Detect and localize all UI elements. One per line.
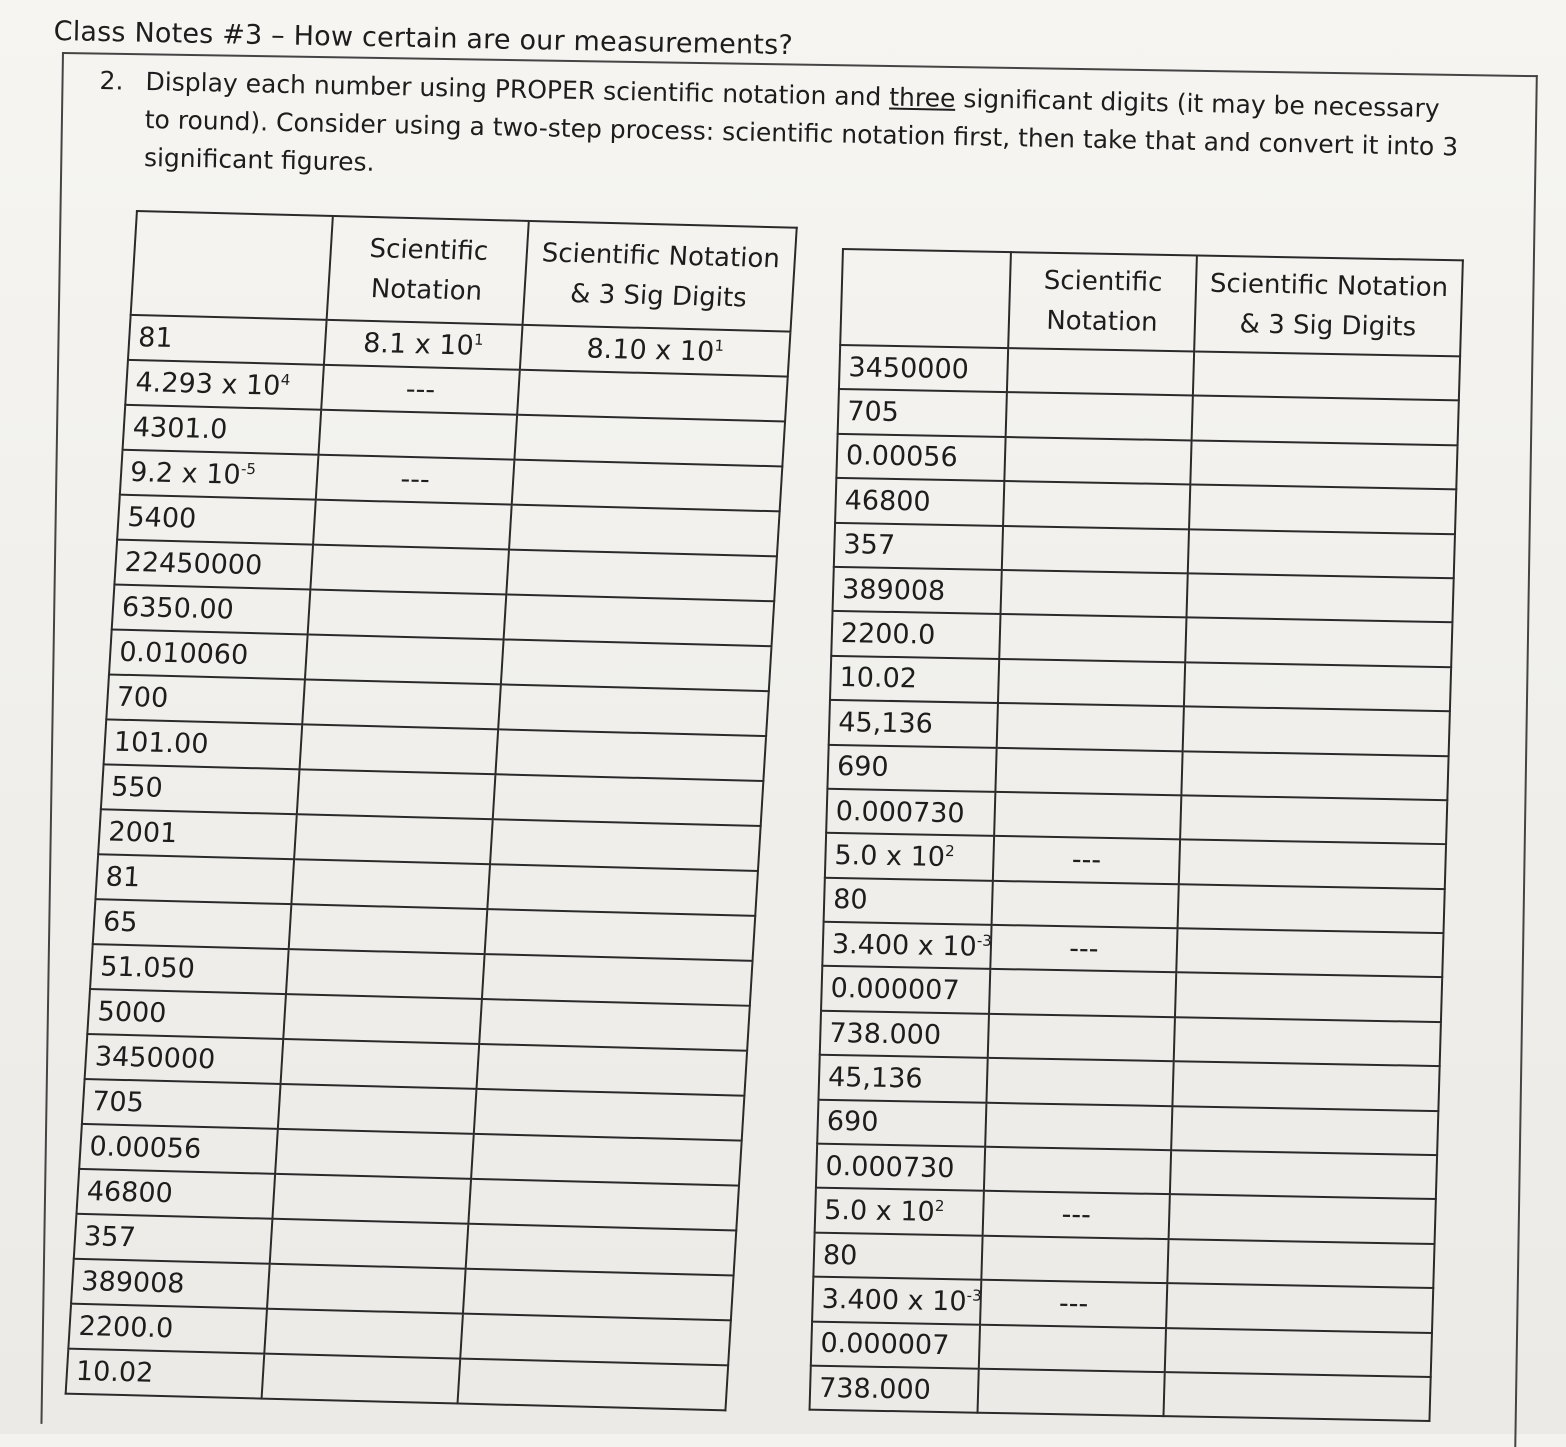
sig-digits-cell[interactable] [1169,1195,1436,1244]
right-table [809,248,1464,1422]
sig-digits-cell[interactable] [504,594,775,646]
sig-digits-cell[interactable] [458,1359,729,1411]
sig-digits-cell[interactable] [1184,662,1451,711]
sig-digits-cell[interactable] [1183,706,1450,755]
sig-digits-cell[interactable] [463,1269,734,1321]
given-number: 738.000 [820,1011,989,1058]
scientific-notation-cell[interactable] [305,634,504,684]
scientific-notation-cell[interactable] [281,1039,480,1089]
page-title: Class Notes #3 – How certain are our measurements? [53,16,794,62]
given-number: 65 [93,899,292,949]
scientific-notation-cell[interactable] [1004,437,1191,485]
given-number: 46800 [835,478,1004,525]
given-number: 389008 [833,567,1002,614]
given-number: 0.000730 [826,789,995,836]
given-number: 10.02 [830,656,999,703]
given-number: 5.0 x $10^2$ [825,833,994,880]
given-number: 4.293 x $10^4$ [125,360,324,410]
given-number: 2001 [98,809,297,859]
given-number: 705 [82,1079,281,1129]
given-number: 0.000007 [811,1321,980,1368]
sig-digits-cell[interactable] [468,1179,739,1231]
given-number: 3.400 x $10^{-3}$ [812,1277,981,1324]
exponent: -3 [966,1286,982,1305]
scientific-notation-cell[interactable] [286,949,485,999]
scientific-notation-cell[interactable] [994,792,1181,840]
scientific-notation-cell[interactable] [275,1129,474,1179]
sig-digits-cell[interactable] [1181,751,1448,800]
exponent: 4 [280,370,291,389]
given-number: 4301.0 [123,405,322,455]
sig-digits-cell[interactable] [471,1134,742,1186]
instruction-text-after: significant digits (it may be necessary to round). Consider using a two-step process: scientific notation first, then take that and convert it into 3 significant figures. [143,83,1459,177]
given-number: 10.02 [66,1349,265,1399]
sig-digits-cell[interactable] [506,550,777,602]
given-number: 3.400 x $10^{-3}$ [822,922,991,969]
given-number: 101.00 [104,719,303,769]
sig-digits-cell[interactable] [1171,1106,1438,1155]
given-number: 0.000730 [816,1144,985,1191]
given-number: 81 [95,854,294,904]
scientific-notation-cell[interactable] [297,769,496,819]
sig-digits-cell[interactable] [460,1314,731,1366]
sig-digits-cell[interactable] [466,1224,737,1276]
given-number: 5400 [117,495,316,545]
sig-digits-cell[interactable] [476,1044,747,1096]
right-header-1 [840,249,1011,348]
scientific-notation-cell[interactable]: 8.1 x $10^1$ [324,320,523,370]
scientific-notation-cell[interactable]: --- [983,1191,1170,1239]
given-number: 45,136 [829,700,998,747]
right-header-3: Scientific Notation & 3 Sig Digits [1194,256,1463,357]
exponent: 2 [944,841,955,861]
sig-digits-cell[interactable] [490,819,761,871]
sig-digits-cell[interactable] [1175,973,1442,1022]
sig-digits-cell[interactable] [1163,1372,1430,1421]
sig-digits-cell[interactable] [1185,618,1452,667]
scientific-notation-cell[interactable] [308,590,507,640]
scientific-notation-cell[interactable] [1007,348,1194,396]
scientific-notation-cell[interactable] [1003,481,1190,529]
scientific-notation-cell[interactable] [289,904,488,954]
scientific-notation-cell[interactable] [262,1354,461,1404]
given-number: 0.00056 [836,434,1005,481]
scientific-notation-cell[interactable] [986,1058,1173,1106]
scientific-notation-cell[interactable] [978,1369,1165,1417]
sig-digits-cell[interactable]: 8.10 x $10^1$ [520,325,791,377]
given-number: 6350.00 [112,585,311,635]
scientific-notation-cell[interactable] [989,969,1176,1017]
given-number: 357 [74,1214,273,1264]
sig-digits-cell[interactable] [514,415,785,467]
sig-digits-cell[interactable] [1170,1150,1437,1199]
scientific-notation-cell[interactable] [264,1309,463,1359]
sig-digits-cell[interactable] [495,729,766,781]
scientific-notation-cell[interactable] [318,410,517,460]
scientific-notation-cell[interactable]: --- [980,1280,1167,1328]
given-number: 357 [834,522,1003,569]
given-number: 3450000 [839,345,1008,392]
scientific-notation-cell[interactable] [985,1102,1172,1150]
scientific-notation-cell[interactable] [302,679,501,729]
given-number: 80 [824,877,993,924]
sig-digits-cell[interactable] [485,909,756,961]
sig-digits-cell[interactable] [493,774,764,826]
given-number: 45,136 [818,1055,987,1102]
sig-digits-cell[interactable] [1176,928,1443,977]
left-header-1 [131,211,333,320]
exponent: 1 [714,336,725,355]
sig-digits-cell[interactable] [1167,1239,1434,1288]
scientific-notation-cell[interactable] [981,1236,1168,1284]
right-header-row [840,249,1463,356]
scientific-notation-cell[interactable]: --- [993,836,1180,884]
scientific-notation-cell[interactable] [267,1264,466,1314]
left-header-2: Scientific Notation [327,216,529,325]
sig-digits-cell[interactable] [1188,529,1455,578]
sig-digits-cell[interactable] [1172,1061,1439,1110]
scientific-notation-cell[interactable] [291,859,490,909]
left-header-row [131,211,797,332]
sig-digits-cell[interactable] [1180,795,1447,844]
sig-digits-cell[interactable] [1166,1283,1433,1332]
given-number: 690 [827,744,996,791]
given-number: 0.000007 [821,966,990,1013]
sig-digits-cell[interactable] [512,460,783,512]
scientific-notation-cell[interactable]: --- [990,925,1177,973]
scientific-notation-cell[interactable] [979,1324,1166,1372]
left-table [65,210,798,1411]
scientific-notation-cell[interactable] [988,1014,1175,1062]
instruction-text-before: Display each number using PROPER scientific notation and [145,66,890,112]
scientific-notation-cell[interactable] [270,1219,469,1269]
scientific-notation-cell[interactable] [1001,570,1188,618]
exponent: 1 [473,330,485,349]
sig-digits-cell[interactable] [482,954,753,1006]
sig-digits-cell[interactable] [1178,884,1445,933]
sig-digits-cell[interactable] [1193,351,1460,400]
sig-digits-cell[interactable] [474,1089,745,1141]
sig-digits-cell[interactable] [517,370,788,422]
given-number: 2200.0 [68,1304,267,1354]
right-header-2: Scientific Notation [1008,252,1197,351]
instruction-number: 2. [99,65,124,96]
scientific-notation-cell[interactable] [272,1174,471,1224]
given-number: 389008 [71,1259,270,1309]
sig-digits-cell[interactable] [1190,440,1457,489]
scientific-notation-cell[interactable] [300,724,499,774]
given-number: 2200.0 [831,611,1000,658]
sig-digits-cell[interactable] [498,684,769,736]
scientific-notation-cell[interactable] [1006,392,1193,440]
given-number: 550 [101,764,300,814]
scientific-notation-cell[interactable] [310,545,509,595]
exponent: -5 [240,459,257,479]
given-number: 9.2 x $10^{-5}$ [120,450,319,500]
scientific-notation-cell[interactable] [995,747,1182,795]
scientific-notation-cell[interactable] [998,659,1185,707]
scientific-notation-cell[interactable] [283,994,482,1044]
given-number: 700 [106,674,305,724]
scientific-notation-cell[interactable] [278,1084,477,1134]
given-number: 690 [817,1099,986,1146]
scientific-notation-cell[interactable] [313,500,512,550]
sig-digits-cell[interactable] [509,505,780,557]
exponent: 2 [934,1196,945,1216]
sig-digits-cell[interactable] [1174,1017,1441,1066]
sig-digits-cell[interactable] [1179,840,1446,889]
given-number: 81 [128,315,327,365]
sig-digits-cell[interactable] [1189,485,1456,534]
given-number: 5.0 x $10^2$ [815,1188,984,1235]
scientific-notation-cell[interactable] [1002,526,1189,574]
sig-digits-cell[interactable] [501,639,772,691]
given-number: 3450000 [85,1034,284,1084]
given-number: 22450000 [114,540,313,590]
sig-digits-cell[interactable] [1186,573,1453,622]
scientific-notation-cell[interactable]: --- [321,365,520,415]
given-number: 80 [813,1232,982,1279]
scientific-notation-cell[interactable] [294,814,493,864]
instruction-underlined: three [888,82,956,113]
sig-digits-cell[interactable] [487,864,758,916]
given-number: 0.00056 [79,1124,278,1174]
left-header-3: Scientific Notation & 3 Sig Digits [523,221,797,332]
scientific-notation-cell[interactable]: --- [316,455,515,505]
sig-digits-cell[interactable] [1165,1328,1432,1377]
scientific-notation-cell[interactable] [984,1147,1171,1195]
sig-digits-cell[interactable] [479,999,750,1051]
scientific-notation-cell[interactable] [992,881,1179,929]
sig-digits-cell[interactable] [1192,396,1459,445]
given-number: 5000 [87,989,286,1039]
given-number: 738.000 [810,1366,979,1413]
given-number: 705 [838,389,1007,436]
scientific-notation-cell[interactable] [999,614,1186,662]
scientific-notation-cell[interactable] [997,703,1184,751]
given-number: 51.050 [90,944,289,994]
exponent: -3 [976,931,993,950]
given-number: 46800 [76,1169,275,1219]
given-number: 0.010060 [109,630,308,680]
